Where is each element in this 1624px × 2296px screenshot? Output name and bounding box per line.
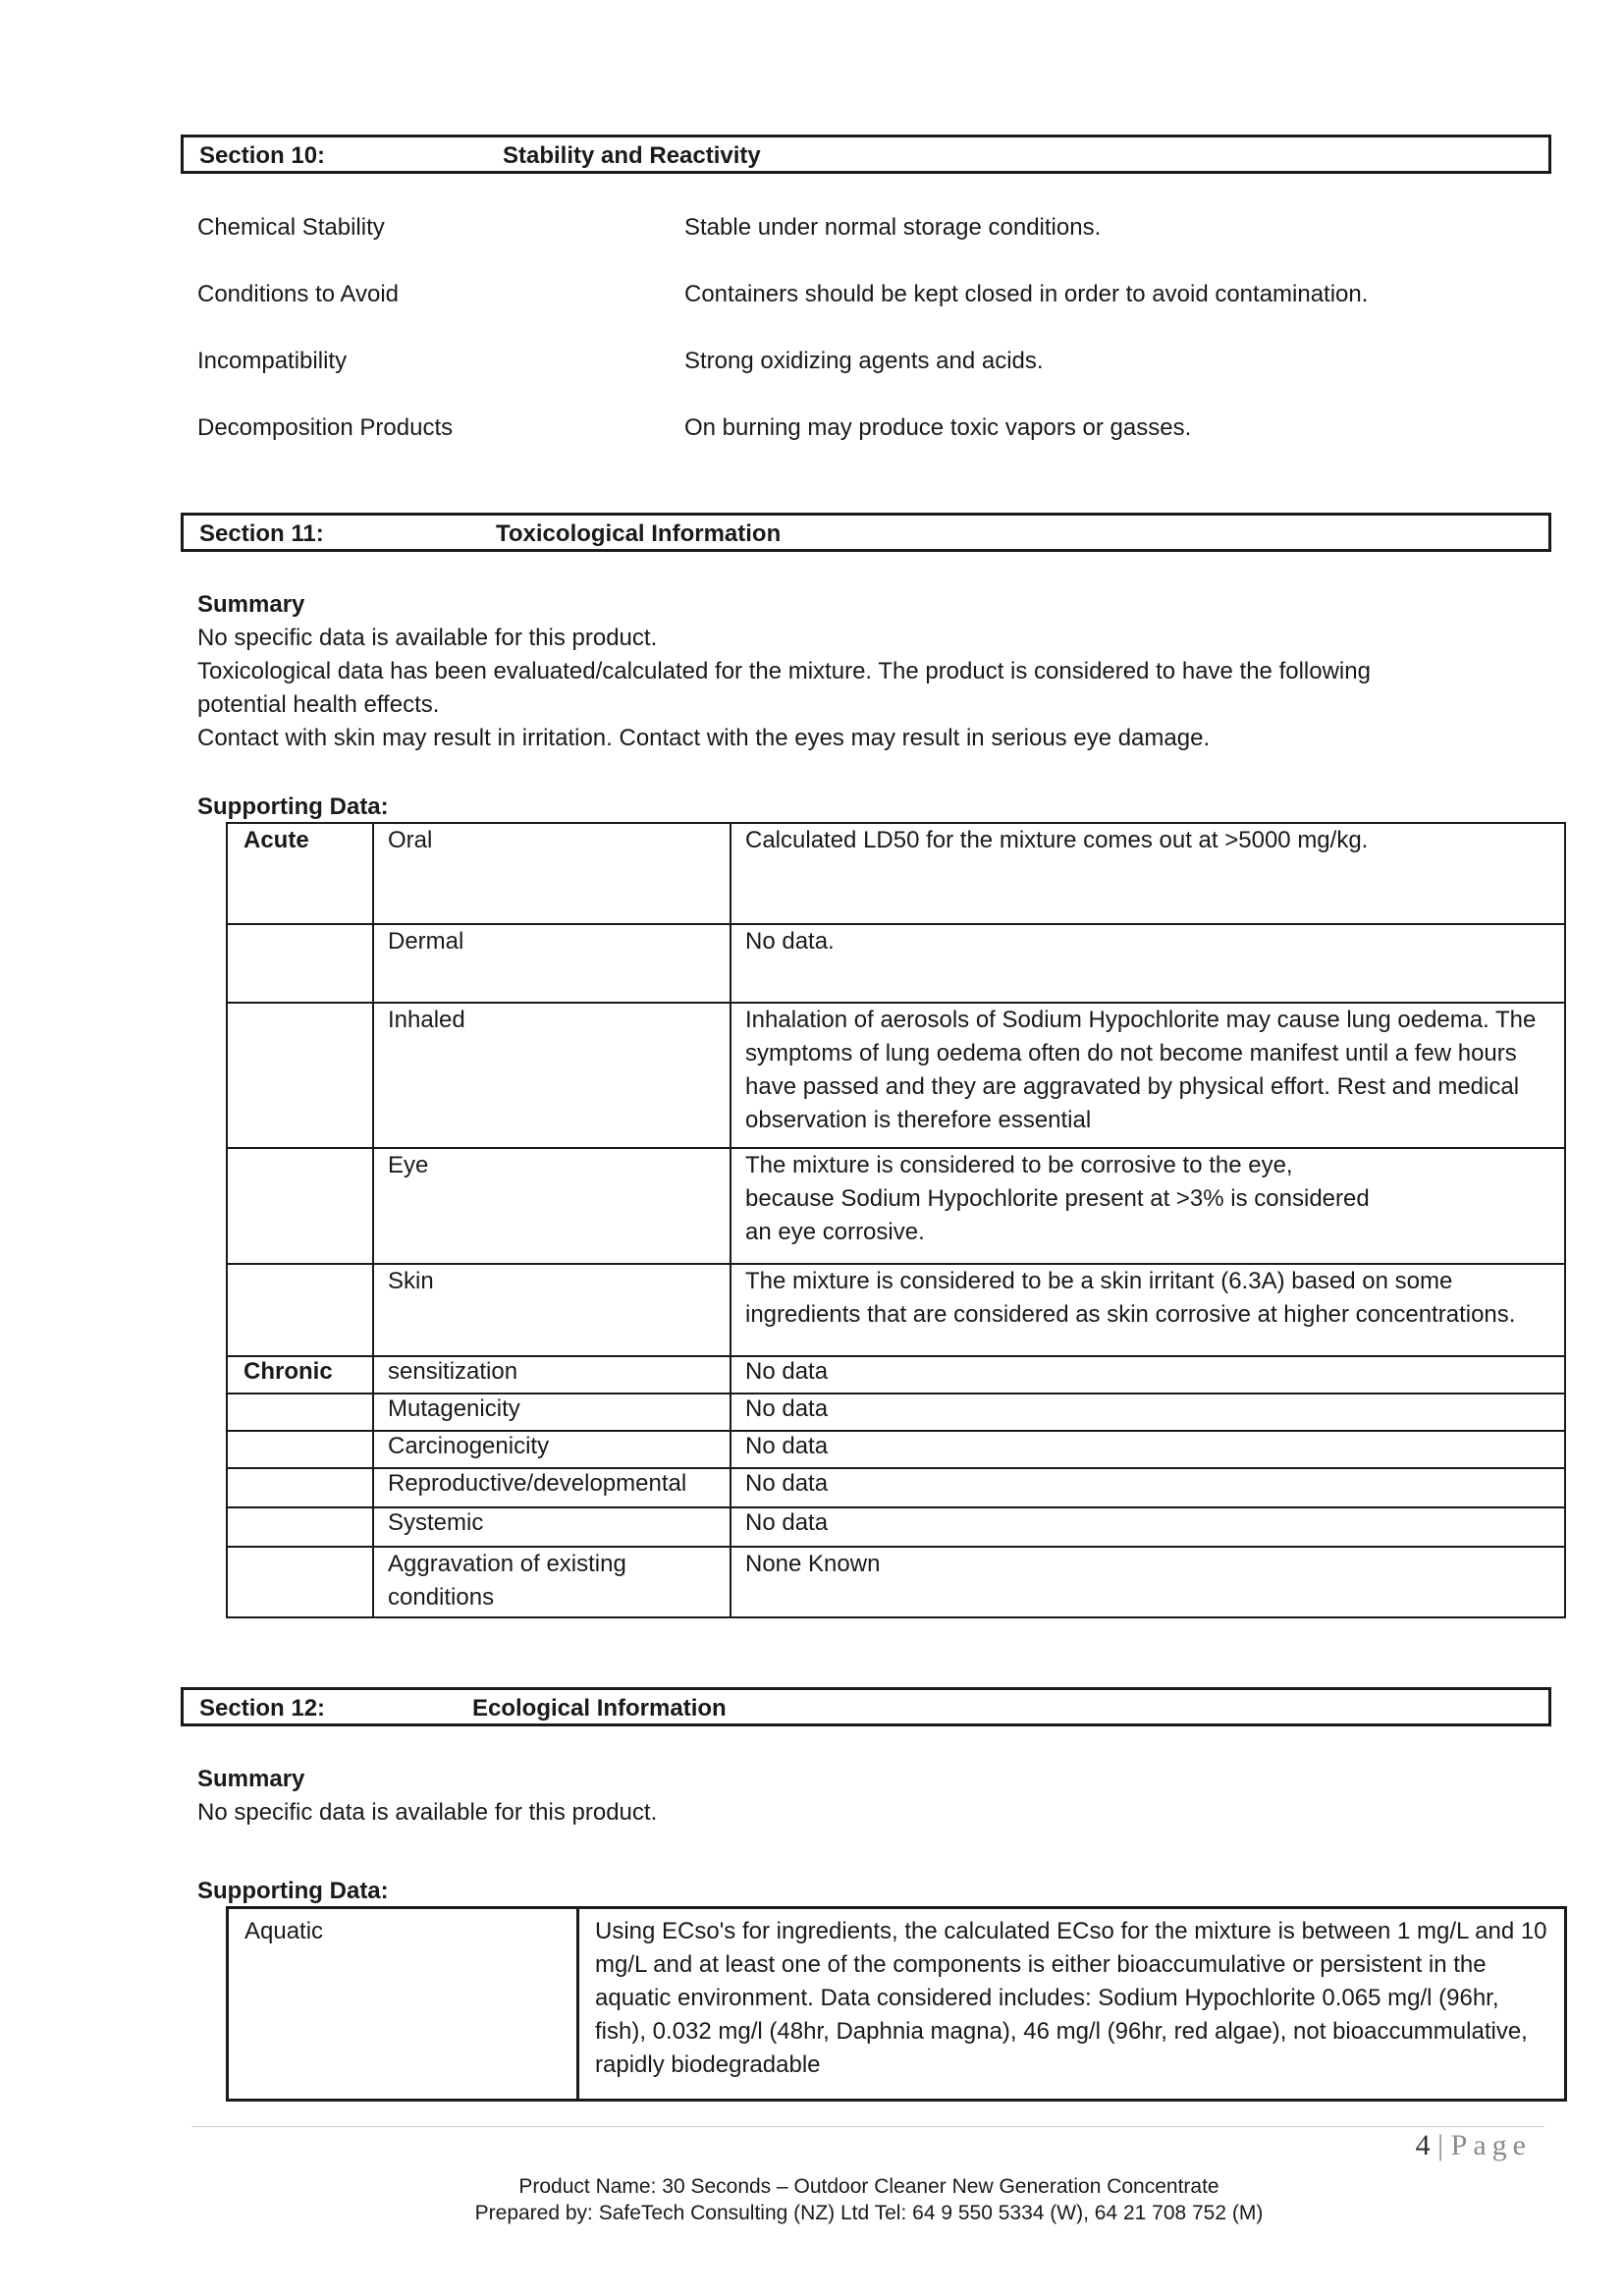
detail-cell: The mixture is considered to be corrosive to the eye, because Sodium Hypochlorite present at >3% is considered an eye corrosive. <box>731 1148 1565 1264</box>
route-cell: Skin <box>373 1264 731 1356</box>
property-label: Decomposition Products <box>197 414 454 441</box>
section-title: Stability and Reactivity <box>503 142 761 169</box>
section-number: Section 10: <box>199 142 326 169</box>
table-row <box>227 1356 1565 1394</box>
summary-line: No specific data is available for this product. <box>197 1799 658 1826</box>
summary-heading: Summary <box>197 1766 305 1792</box>
page-number: 4 | Page <box>1415 2129 1532 2161</box>
table-row <box>227 1264 1565 1356</box>
supporting-data-heading: Supporting Data: <box>197 793 389 820</box>
detail-cell: No data <box>731 1394 1565 1431</box>
group-cell <box>227 1547 373 1617</box>
detail-cell: No data <box>731 1468 1565 1507</box>
section-12-header <box>181 1687 1551 1726</box>
detail-cell: Inhalation of aerosols of Sodium Hypochlorite may cause lung oedema. The symptoms of lung oedema often do not become manifest until a few hours have passed and they are aggravated by physical effort. Rest and medical observation is therefore essential <box>731 1003 1565 1148</box>
group-cell <box>227 1148 373 1264</box>
detail-cell: No data. <box>731 924 1565 1003</box>
table-row <box>227 823 1565 924</box>
summary-heading: Summary <box>197 591 305 618</box>
group-cell <box>227 1431 373 1468</box>
section-12-summary <box>197 1763 657 1830</box>
section-number: Section 11: <box>199 520 324 547</box>
section-number: Section 12: <box>199 1695 326 1722</box>
section-11-header <box>181 513 1551 552</box>
route-cell: Oral <box>373 823 731 924</box>
page-word: Page <box>1450 2129 1532 2161</box>
route-cell: Carcinogenicity <box>373 1431 731 1468</box>
table-row <box>227 924 1565 1003</box>
route-cell: sensitization <box>373 1356 731 1394</box>
group-cell <box>227 1507 373 1547</box>
footer-prepared-line: Prepared by: SafeTech Consulting (NZ) Ltd Tel: 64 9 550 5334 (W), 64 21 708 752 (M) <box>474 2202 1264 2224</box>
section-title: Ecological Information <box>472 1695 727 1722</box>
aquatic-detail-cell: Using ECso's for ingredients, the calculated ECso for the mixture is between 1 mg/L and 10 mg/L and at least one of the components is either bioaccumulative or persistent in the aquatic environment. Data considered includes: Sodium Hypochlorite 0.065 mg/l (96hr, fish), 0.032 mg/l (48hr, Daphnia magna), 46 mg/l (96hr, red algae), not bioaccummulative, rapidly biodegradable <box>578 1908 1566 2101</box>
property-value: Containers should be kept closed in order to avoid contamination. <box>684 281 1369 307</box>
summary-line: Contact with skin may result in irritation. Contact with the eyes may result in serious eye damage. <box>197 725 1211 751</box>
detail-cell: None Known <box>731 1547 1565 1617</box>
ecology-table <box>226 1906 1567 2102</box>
table-row <box>227 1003 1565 1148</box>
route-cell: Reproductive/developmental <box>373 1468 731 1507</box>
table-row <box>227 1468 1565 1507</box>
detail-cell: Calculated LD50 for the mixture comes out at >5000 mg/kg. <box>731 823 1565 924</box>
group-cell <box>227 1264 373 1356</box>
summary-line: Toxicological data has been evaluated/calculated for the mixture. The product is considered to have the following <box>197 658 1371 684</box>
supporting-data-heading: Supporting Data: <box>197 1878 389 1904</box>
property-value: Strong oxidizing agents and acids. <box>684 348 1044 374</box>
page-number-value: 4 <box>1415 2129 1431 2161</box>
property-label: Conditions to Avoid <box>197 281 400 307</box>
detail-cell: No data <box>731 1431 1565 1468</box>
toxicology-table <box>226 822 1566 1618</box>
group-cell: Chronic <box>227 1356 373 1394</box>
table-row <box>227 1547 1565 1617</box>
group-cell: Acute <box>227 823 373 924</box>
table-row <box>227 1148 1565 1264</box>
property-label: Incompatibility <box>197 348 348 374</box>
detail-cell: The mixture is considered to be a skin irritant (6.3A) based on some ingredients that are considered as skin corrosive at higher concentrations. <box>731 1264 1565 1356</box>
footer-product-line: Product Name: 30 Seconds – Outdoor Cleaner New Generation Concentrate <box>518 2175 1219 2198</box>
table-row <box>228 1908 1566 2101</box>
table-row <box>227 1507 1565 1547</box>
group-cell <box>227 924 373 1003</box>
route-cell: Mutagenicity <box>373 1394 731 1431</box>
route-cell: Dermal <box>373 924 731 1003</box>
table-row <box>227 1431 1565 1468</box>
detail-cell: No data <box>731 1356 1565 1394</box>
route-cell: Eye <box>373 1148 731 1264</box>
group-cell <box>227 1468 373 1507</box>
route-cell: Inhaled <box>373 1003 731 1148</box>
summary-line: No specific data is available for this product. <box>197 625 658 651</box>
group-cell <box>227 1394 373 1431</box>
section-title: Toxicological Information <box>496 520 782 547</box>
table-row <box>227 1394 1565 1431</box>
footer-divider <box>191 2126 1544 2127</box>
summary-line: potential health effects. <box>197 691 440 718</box>
route-cell: Systemic <box>373 1507 731 1547</box>
group-cell <box>227 1003 373 1148</box>
property-value: Stable under normal storage conditions. <box>684 214 1102 241</box>
detail-cell: No data <box>731 1507 1565 1547</box>
route-cell: Aggravation of existing conditions <box>373 1547 731 1617</box>
aquatic-label-cell: Aquatic <box>228 1908 578 2101</box>
property-label: Chemical Stability <box>197 214 385 241</box>
section-10-header <box>181 135 1551 174</box>
property-value: On burning may produce toxic vapors or gasses. <box>684 414 1192 441</box>
section-11-summary <box>197 588 1371 755</box>
